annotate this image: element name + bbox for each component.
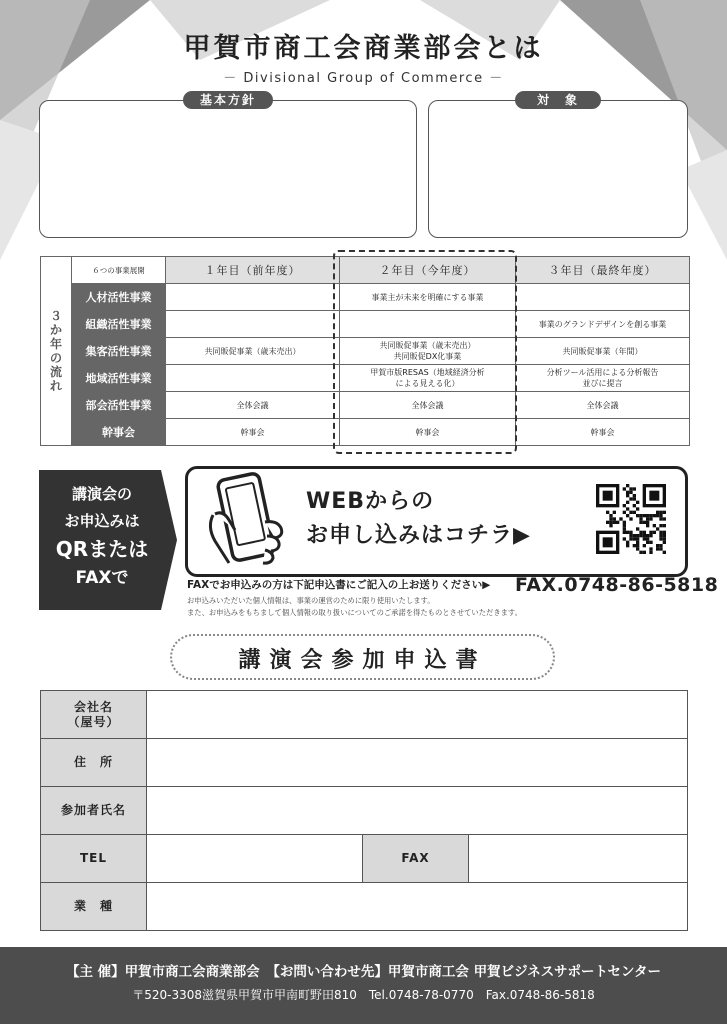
category-header: ６つの事業展開 (72, 257, 166, 284)
table-row: 集客活性事業 共同販促事業（歳末売出） 共同販促事業（歳末売出） 共同販促DX化事業 共同販促事業（年間） (41, 338, 690, 365)
privacy-note-2: また、お申込みをもちまして個人情報の取り扱いについてのご承諾を得たものとさせていただきます。 (187, 608, 522, 617)
policy-label: 基本方針 (183, 91, 273, 109)
fax-instruction: FAXでお申込みの方は下記申込書にご記入の上お送りください▶ (187, 579, 491, 591)
company-label: 会社名 （屋号） (41, 691, 147, 739)
fax-number: FAX.0748-86-5818 (515, 574, 719, 596)
qr-code[interactable] (596, 484, 666, 554)
page-subtitle: － Divisional Group of Commerce － (223, 71, 504, 86)
form-title: 講演会参加申込書 (238, 648, 487, 673)
participant-field[interactable] (147, 787, 688, 835)
target-box (428, 100, 688, 238)
footer-address: 〒520-3308滋賀県甲賀市甲南町野田810 Tel.0748-78-0770 Fax.0748-86-5818 (132, 988, 595, 1002)
target-label: 対 象 (515, 91, 601, 109)
policy-box (39, 100, 417, 238)
three-year-flow-label: ３ か 年 の 流 れ (41, 257, 72, 446)
table-row: 組織活性事業 事業のグランドデザインを創る事業 (41, 311, 690, 338)
table-row: 部会活性事業 全体会議 全体会議 全体会議 (41, 392, 690, 419)
privacy-note-1: お申込みいただいた個人情報は、事業の運営のために限り使用いたします。 (187, 596, 435, 605)
table-row: 幹事会 幹事会 幹事会 幹事会 (41, 419, 690, 446)
address-field[interactable] (147, 739, 688, 787)
current-year-highlight (333, 250, 517, 454)
year-1-header: １年目（前年度） (166, 257, 340, 284)
fax-label: FAX (363, 835, 469, 883)
smartphone-hand-icon (203, 470, 291, 570)
participant-label: 参加者氏名 (41, 787, 147, 835)
tel-label: TEL (41, 835, 147, 883)
industry-label: 業 種 (41, 883, 147, 931)
company-field[interactable] (147, 691, 688, 739)
tel-field[interactable] (147, 835, 363, 883)
apply-badge-text: 講演会の お申込みは QRまたは FAXで (55, 485, 149, 588)
web-application-text[interactable]: WEBからの お申し込みはコチラ▶ (306, 489, 531, 548)
application-form (40, 690, 688, 931)
page-title: 甲賀市商工会商業部会とは (183, 33, 544, 64)
industry-field[interactable] (147, 883, 688, 931)
table-row: 人材活性事業 事業主が未来を明確にする事業 (41, 284, 690, 311)
footer-organizer: 【主 催】甲賀市商工会商業部会 【お問い合わせ先】甲賀市商工会 甲賀ビジネスサポートセンター (65, 964, 662, 980)
table-row: 地域活性事業 甲賀市版RESAS（地域経済分析 による見える化） 分析ツール活用による分析報告 並びに提言 (41, 365, 690, 392)
fax-field[interactable] (469, 835, 688, 883)
year-2-header: ２年目（今年度） (340, 257, 516, 284)
address-label: 住 所 (41, 739, 147, 787)
year-3-header: ３年目（最終年度） (516, 257, 690, 284)
